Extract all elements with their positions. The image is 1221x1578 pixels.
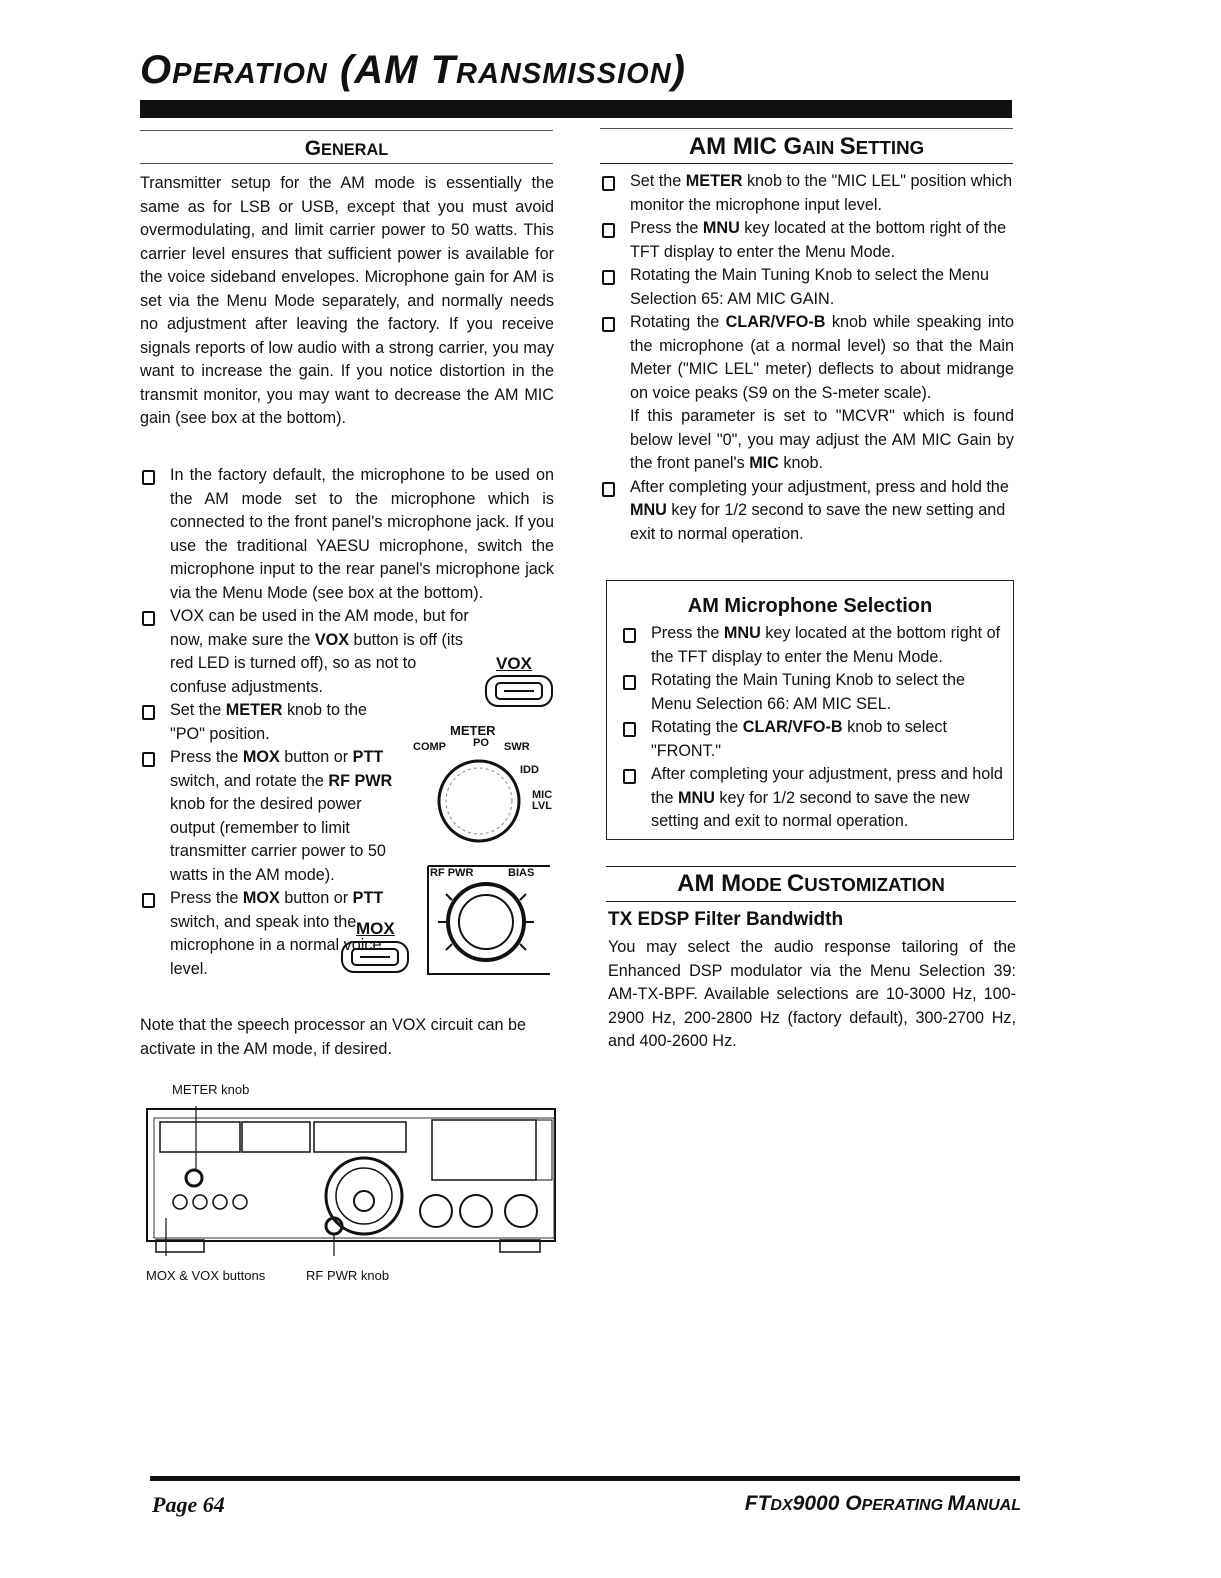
meter-fig-label: METER: [450, 723, 496, 738]
vox-label: VOX: [496, 654, 532, 673]
mic-gain-heading-rule-bottom: [600, 163, 1013, 164]
manual-title: FTDX9000 OPERATING MANUAL: [744, 1492, 1021, 1515]
list-item: Press the MNU key located at the bottom right of the TFT display to enter the Menu Mode.: [600, 217, 1014, 264]
list-item: Rotating the Main Tuning Knob to select the Menu Selection 66: AM MIC SEL.: [621, 669, 1003, 716]
mic-gain-list: [600, 170, 1014, 546]
page-title: OPERATION (AM TRANSMISSION): [140, 48, 686, 92]
checkbox-icon: [142, 893, 155, 908]
bias-label: BIAS: [508, 867, 535, 879]
list-item: After completing your adjustment, press and hold the MNU key for 1/2 second to save the new setting and exit to normal operation.: [621, 763, 1003, 834]
general-paragraph: Transmitter setup for the AM mode is essentially the same as for LSB or USB, except that you must avoid overmodulating, and limit carrier power to 50 watts. This carrier level ensures that sufficient power is available for the voice sideband envelopes. Microphone gain for AM is set via the Menu Mode separately, and normally needs no adjustment after leaving the factory. If you receive signals reports of low audio with a strong carrier, you may want to increase the gain. If you notice distortion in the transmit monitor, you may want to decrease the AM MIC gain (see box at the bottom).: [140, 174, 554, 427]
list-item: Press the MNU key located at the bottom right of the TFT display to enter the Menu Mode.: [621, 622, 1003, 669]
general-heading: GENERAL: [304, 137, 389, 160]
checkbox-icon: [602, 482, 615, 497]
mox-label: MOX: [356, 919, 395, 938]
checkbox-icon: [623, 628, 636, 643]
swr-label: SWR: [504, 741, 530, 753]
checkbox-icon: [142, 752, 155, 767]
meter-knob-icon: [434, 756, 524, 846]
mic-selection-box: [606, 580, 1014, 840]
checkbox-icon: [623, 769, 636, 784]
left-heading-rule-top: [140, 130, 553, 131]
list-item: After completing your adjustment, press and hold the MNU key for 1/2 second to save the new setting and exit to normal operation.: [600, 476, 1014, 547]
page-number: Page 64: [152, 1492, 225, 1517]
meter-knob-caption: METER knob: [172, 1082, 250, 1097]
checkbox-icon: [602, 176, 615, 191]
checkbox-icon: [142, 611, 155, 626]
vox-button-icon: [484, 674, 556, 710]
mox-vox-caption: MOX & VOX buttons: [146, 1268, 266, 1283]
list-item: In the factory default, the microphone to be used on the AM mode set to the microphone which is connected to the front panel's microphone jack. If you use the traditional YAESU microphone, switch the microphone input to the rear panel's microphone jack via the Menu Mode (see box at the bottom).: [140, 464, 554, 605]
checkbox-icon: [142, 705, 155, 720]
rf-pwr-caption: RF PWR knob: [306, 1268, 390, 1283]
checkbox-icon: [602, 270, 615, 285]
list-item: Rotating the CLAR/VFO-B knob to select "FRONT.": [621, 716, 1003, 763]
front-panel-illustration: [146, 1106, 558, 1256]
idd-label: IDD: [520, 764, 539, 776]
checkbox-icon: [142, 470, 155, 485]
speech-note: Note that the speech processor an VOX circuit can be activate in the AM mode, if desired.: [140, 1016, 527, 1058]
rf-pwr-fig-label: RF PWR: [430, 867, 474, 879]
list-item: Set the METER knob to the "MIC LEL" position which monitor the microphone input level.: [600, 170, 1014, 217]
checkbox-icon: [602, 317, 615, 332]
list-item: VOX can be used in the AM mode, but for now, make sure the VOX button is off (its red LED is turned off), so as not to confuse adjustments.: [140, 605, 554, 699]
footer-rule: [150, 1476, 1020, 1481]
customization-rule-bottom: [606, 901, 1016, 902]
checkbox-icon: [623, 722, 636, 737]
tx-edsp-heading: TX EDSP Filter Bandwidth: [608, 909, 844, 930]
list-item: Rotating the CLAR/VFO-B knob while speaking into the microphone (at a normal level) so that the Main Meter ("MIC LEL" meter) deflects to about midrange on voice peaks (S9 on the S-meter scale). If this parameter is set to "MCVR" which is found below level "0", you may adjust the AM MIC Gain by the front panel's MIC knob.: [600, 311, 1014, 476]
title-bar: [140, 100, 1012, 118]
list-item: Rotating the Main Tuning Knob to select the Menu Selection 65: AM MIC GAIN.: [600, 264, 1014, 311]
mox-button-icon: [340, 940, 412, 976]
po-label: PO: [473, 737, 489, 749]
list-item: Set the METER knob to the "PO" position.: [140, 699, 554, 746]
customization-rule-top: [606, 866, 1016, 867]
mic-selection-title: AM Microphone Selection: [687, 595, 933, 617]
mic-selection-list: [621, 622, 1003, 834]
checkbox-icon: [602, 223, 615, 238]
list-item: Press the MOX button or PTT switch, and rotate the RF PWR knob for the desired power output (remember to limit transmitter carrier power to 50 watts in the AM mode).: [140, 746, 554, 887]
mic-lvl-label: MIC LVL: [532, 789, 553, 812]
customization-heading: AM MODE CUSTOMIZATION: [677, 870, 945, 897]
left-heading-rule-bottom: [140, 163, 553, 164]
mic-gain-heading: AM MIC GAIN SETTING: [688, 133, 925, 160]
tx-edsp-paragraph: You may select the audio response tailoring of the Enhanced DSP modulator via the Menu Selection 39: AM-TX-BPF. Available selections are 10-3000 Hz, 100-2900 Hz, 200-2800 Hz (factory default), 300-2700 Hz, and 400-2600 Hz.: [608, 938, 1016, 1050]
list-item: Press the MOX button or PTT switch, and speak into the microphone in a normal voice level.: [140, 887, 554, 981]
rf-pwr-knob-icon: [424, 862, 554, 978]
comp-label: COMP: [413, 741, 446, 753]
checkbox-icon: [623, 675, 636, 690]
mic-gain-heading-rule-top: [600, 128, 1013, 129]
